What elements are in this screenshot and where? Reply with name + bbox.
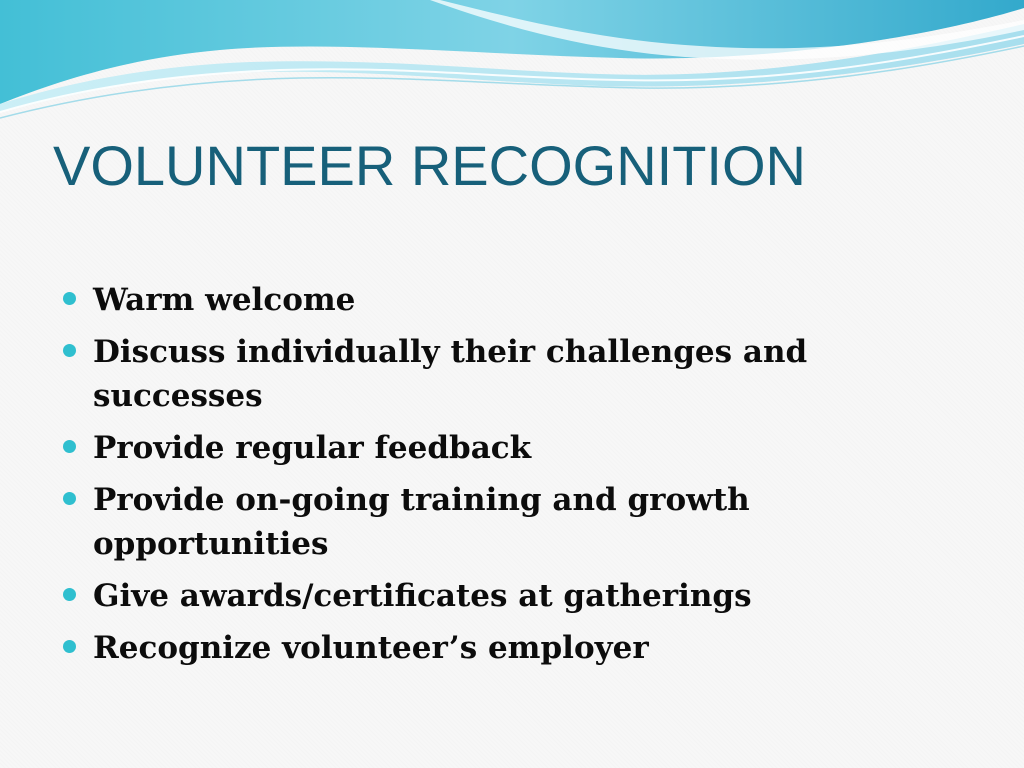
bullet-text: Provide regular feedback [93, 430, 532, 466]
bullet-text: Recognize volunteer’s employer [93, 630, 649, 666]
bullet-dot-icon [63, 588, 76, 601]
bullet-text: Provide on-going training and growth opportunities [93, 482, 750, 562]
bullet-text: Warm welcome [93, 282, 356, 318]
bullet-text: Discuss individually their challenges and successes [93, 334, 808, 414]
bullet-dot-icon [63, 292, 76, 305]
slide-title: VOLUNTEER RECOGNITION [53, 134, 806, 197]
bullet-item [62, 330, 862, 418]
bullet-item [62, 478, 862, 566]
bullet-dot-icon [63, 344, 76, 357]
bullet-item [62, 574, 862, 618]
bullet-list [62, 278, 862, 678]
bullet-item [62, 626, 862, 670]
bullet-dot-icon [63, 640, 76, 653]
bullet-dot-icon [63, 440, 76, 453]
bullet-item [62, 278, 862, 322]
header-wave-decoration [0, 0, 1024, 130]
bullet-dot-icon [63, 492, 76, 505]
bullet-text: Give awards/certificates at gatherings [93, 578, 752, 614]
bullet-item [62, 426, 862, 470]
